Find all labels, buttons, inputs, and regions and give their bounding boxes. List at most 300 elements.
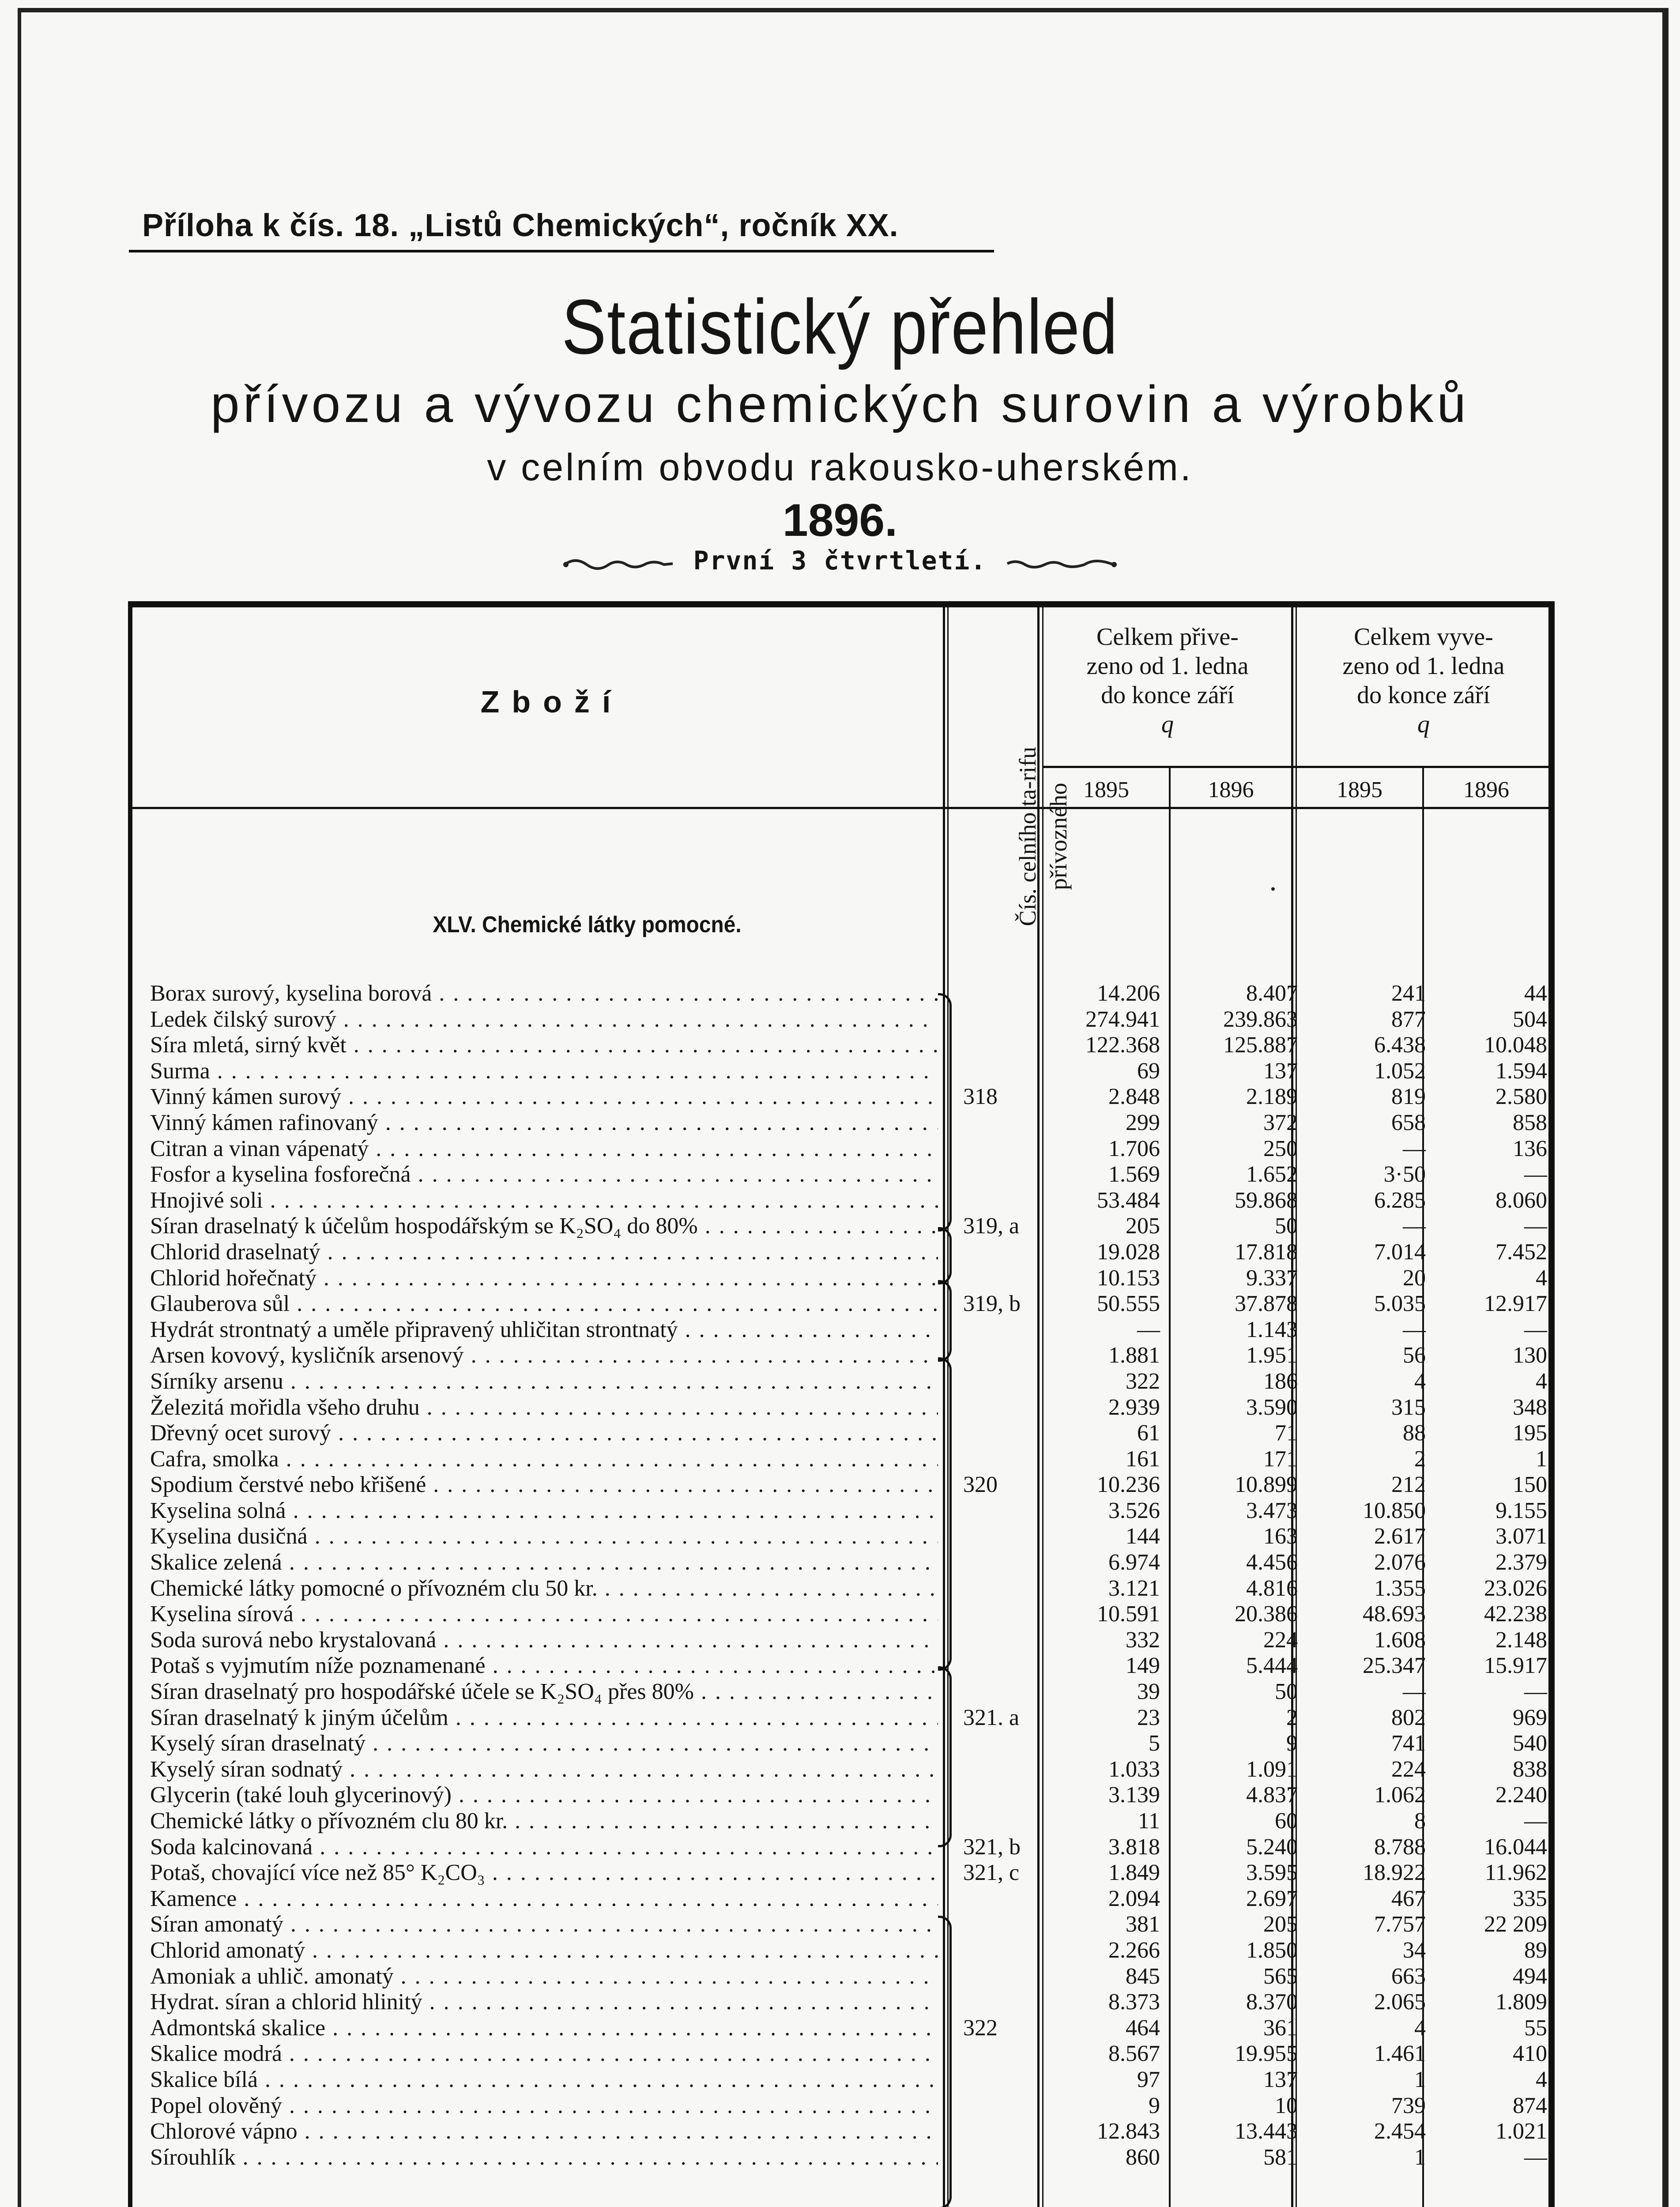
export-1895-value: 819	[1391, 1084, 1426, 1110]
import-1895-value: 2.848	[1108, 1084, 1160, 1110]
table-row	[150, 1576, 1545, 1602]
goods-name: Chlorid amonatý . . .	[150, 1938, 938, 1964]
goods-name: Soda kalcinovaná . . .	[150, 1834, 938, 1861]
table-row	[150, 1860, 1545, 1886]
table-row	[150, 1601, 1545, 1627]
import-1895-value: 5	[1149, 1731, 1160, 1756]
export-1895-value: 1.461	[1374, 2041, 1426, 2067]
export-1896-value: 874	[1513, 2093, 1547, 2118]
goods-name: Síra mletá, sirný květ . . .	[150, 1032, 938, 1058]
goods-name: Železitá mořidla všeho druhu . . .	[150, 1395, 938, 1421]
goods-name: Borax surový, kyselina borová . . .	[150, 981, 938, 1007]
table-left-rule	[128, 601, 132, 2207]
goods-name: Vinný kámen surový . . .	[150, 1084, 938, 1110]
table-row	[150, 1162, 1545, 1188]
goods-name: Kyselý síran draselnatý . . .	[150, 1731, 938, 1757]
import-1895-value: 10.153	[1097, 1265, 1160, 1291]
export-1896-value: 44	[1524, 981, 1547, 1006]
import-1895-value: 97	[1137, 2067, 1160, 2092]
export-1896-value: 150	[1513, 1472, 1547, 1498]
export-1895-value: 241	[1391, 981, 1426, 1006]
goods-column-header: Zboží	[480, 685, 623, 719]
table-row	[150, 981, 1545, 1007]
goods-name: Dřevný ocet surový . . .	[150, 1420, 938, 1446]
export-1895-value: 1.052	[1374, 1058, 1426, 1084]
export-1896-value: 15.917	[1484, 1653, 1547, 1679]
table-row	[150, 1627, 1545, 1653]
import-1896-value: 50	[1275, 1213, 1298, 1239]
import-1896-value: 17.818	[1235, 1239, 1298, 1265]
goods-name: Kamence . . .	[150, 1886, 938, 1912]
import-1896-value: 5.444	[1246, 1653, 1298, 1679]
export-header-line-1: Celkem vyve-	[1354, 623, 1493, 651]
import-1895-value: 381	[1126, 1912, 1160, 1937]
export-1895-value: 2	[1414, 1446, 1426, 1472]
export-1895-value: 56	[1403, 1343, 1426, 1368]
goods-name: Skalice modrá . . .	[150, 2041, 938, 2067]
table-row	[150, 1291, 1545, 1317]
import-year-1895: 1895	[1083, 777, 1129, 802]
goods-name: Síran draselnatý pro hospodářské účele se K₂SO₄ přes 80% . . .	[150, 1679, 938, 1705]
export-column-header	[1300, 622, 1547, 739]
export-1895-value: 1.355	[1374, 1575, 1426, 1601]
goods-name: Skalice bílá . . .	[150, 2067, 938, 2093]
export-1895-value: 1.062	[1374, 1782, 1426, 1808]
export-1895-value: 4	[1414, 2015, 1426, 2041]
export-1895-value: 20	[1403, 1265, 1426, 1291]
export-1895-value: 1	[1414, 2067, 1426, 2092]
export-1896-value: —	[1524, 2144, 1547, 2170]
table-row	[150, 1938, 1545, 1964]
import-1895-value: 61	[1137, 1420, 1160, 1446]
table-row	[150, 1188, 1545, 1214]
export-1895-value: 467	[1391, 1886, 1426, 1911]
export-1895-value: 224	[1391, 1756, 1426, 1782]
import-1896-value: 8.407	[1246, 981, 1298, 1006]
export-1895-value: 663	[1391, 1963, 1426, 1989]
export-1896-value: 136	[1513, 1136, 1547, 1161]
frame-left	[18, 8, 21, 2207]
import-1896-value: 4.456	[1246, 1550, 1298, 1575]
import-1895-value: 9	[1149, 2093, 1160, 2118]
import-year-1896: 1896	[1208, 777, 1254, 802]
table-top-rule	[128, 601, 1555, 607]
table-row	[150, 1084, 1545, 1110]
tariff-column-header: Čís. celního ta-rifu přívozného	[1014, 746, 1072, 926]
import-1895-value: 23	[1137, 1705, 1160, 1730]
goods-name: Hydrát strontnatý a uměle připravený uhličitan strontnatý . . .	[150, 1317, 938, 1343]
export-1895-value: 7.014	[1374, 1239, 1426, 1265]
import-1895-value: 2.266	[1108, 1937, 1160, 1963]
export-1896-value: 504	[1513, 1006, 1547, 1032]
export-1895-value: 10.850	[1363, 1498, 1426, 1523]
goods-name: Hydrat. síran a chlorid hlinitý . . .	[150, 1989, 938, 2015]
export-header-line-2: zeno od 1. ledna	[1342, 652, 1505, 680]
table-row	[150, 1679, 1545, 1705]
import-1896-value: 59.868	[1235, 1187, 1298, 1213]
table-row	[150, 1808, 1545, 1834]
tariff-number: 321, c	[963, 1860, 1020, 1886]
goods-name: Surma . . .	[150, 1058, 938, 1085]
flourish-left-icon	[562, 551, 677, 573]
export-1896-value: 2.148	[1495, 1627, 1547, 1653]
import-1896-value: 4.816	[1246, 1575, 1298, 1601]
goods-name: Sírníky arsenu . . .	[150, 1369, 938, 1395]
import-header-line-2: zeno od 1. ledna	[1086, 652, 1249, 680]
export-1895-value: 7.757	[1374, 1912, 1426, 1937]
table-row	[150, 1834, 1545, 1861]
import-1895-value: 144	[1126, 1524, 1160, 1549]
goods-name: Glauberova sůl . . .	[150, 1291, 938, 1317]
table-row	[150, 1369, 1545, 1395]
import-1896-value: 1.143	[1246, 1317, 1298, 1342]
import-1895-value: 3.139	[1108, 1782, 1160, 1808]
import-1895-value: 464	[1126, 2015, 1160, 2041]
import-1896-value: 372	[1263, 1110, 1298, 1135]
tariff-number: 320	[963, 1472, 998, 1498]
import-1896-value: 20.386	[1235, 1601, 1298, 1627]
export-1895-value: 8.788	[1374, 1834, 1426, 1860]
table-row	[150, 2093, 1545, 2119]
table-row	[150, 1550, 1545, 1576]
import-1895-value: 332	[1126, 1627, 1160, 1653]
export-1896-value: 4	[1536, 1265, 1547, 1291]
goods-name: Cafra, smolka . . .	[150, 1446, 938, 1473]
export-1895-value: 2.454	[1374, 2119, 1426, 2144]
import-1896-value: 250	[1263, 1136, 1298, 1161]
export-1895-value: 212	[1391, 1472, 1426, 1498]
import-1896-value: 19.955	[1235, 2041, 1298, 2067]
export-unit: q	[1417, 711, 1430, 738]
goods-name: Hnojivé soli . . .	[150, 1188, 938, 1214]
table-row	[150, 1757, 1545, 1783]
export-1895-value: 3·50	[1383, 1162, 1426, 1187]
export-1896-value: 4	[1536, 2067, 1547, 2092]
export-1896-value: 858	[1513, 1110, 1547, 1135]
import-1896-value: 171	[1263, 1446, 1298, 1472]
export-1895-value: 2.076	[1374, 1550, 1426, 1575]
export-1895-value: 6.438	[1374, 1032, 1426, 1058]
header-bottom-rule	[128, 807, 1555, 809]
import-1895-value: 1.849	[1108, 1860, 1160, 1886]
import-1896-value: 565	[1263, 1963, 1298, 1989]
goods-name: Chlorid draselnatý . . .	[150, 1239, 938, 1265]
goods-name: Chemické látky pomocné o přívozném clu 50 kr. . . .	[150, 1576, 938, 1602]
table-row	[150, 1136, 1545, 1162]
table-row	[150, 1989, 1545, 2015]
import-1895-value: 3.526	[1108, 1498, 1160, 1523]
table-row	[150, 1912, 1545, 1938]
goods-name: Síran amonatý . . .	[150, 1912, 938, 1938]
import-1896-value: 581	[1263, 2144, 1298, 2170]
import-1895-value: 860	[1126, 2144, 1160, 2170]
export-1895-value: —	[1403, 1679, 1426, 1705]
export-header-line-3: do konce září	[1357, 682, 1490, 709]
period-text: První 3 čtvrtletí.	[693, 546, 987, 576]
export-1896-value: 7.452	[1495, 1239, 1547, 1265]
goods-name: Citran a vinan vápenatý . . .	[150, 1136, 938, 1162]
export-1896-value: —	[1524, 1679, 1547, 1705]
export-1895-value: 315	[1391, 1394, 1426, 1420]
export-1895-value: 4	[1414, 1368, 1426, 1394]
export-1896-value: 1.021	[1495, 2119, 1547, 2144]
import-1895-value: 274.941	[1085, 1006, 1160, 1032]
table-row	[150, 1110, 1545, 1136]
goods-name: Popel olověný . . .	[150, 2093, 938, 2119]
export-1896-value: 3.071	[1495, 1524, 1547, 1549]
export-1896-value: 2.240	[1495, 1782, 1547, 1808]
export-1895-value: —	[1403, 1136, 1426, 1161]
table-row	[150, 1265, 1545, 1292]
goods-name: Sírouhlík . . .	[150, 2145, 938, 2171]
import-1896-value: 3.595	[1246, 1860, 1298, 1886]
export-1896-value: 195	[1513, 1420, 1547, 1446]
import-1896-value: 224	[1263, 1627, 1298, 1653]
export-1896-value: 1.594	[1495, 1058, 1547, 1084]
import-1895-value: 1.706	[1108, 1136, 1160, 1161]
export-1896-value: 22 209	[1484, 1912, 1547, 1937]
table-row	[150, 1032, 1545, 1058]
goods-name: Arsen kovový, kysličník arsenový . . .	[150, 1343, 938, 1369]
export-1895-value: 25.347	[1363, 1653, 1426, 1679]
export-1895-value: 1	[1414, 2144, 1426, 2170]
export-1896-value: 494	[1513, 1963, 1547, 1989]
export-1896-value: 16.044	[1484, 1834, 1547, 1860]
table-right-rule	[1548, 601, 1555, 2207]
import-1895-value: 8.567	[1108, 2041, 1160, 2067]
import-1896-value: 9.337	[1246, 1265, 1298, 1291]
table-row	[150, 1058, 1545, 1085]
import-1895-value: 3.121	[1108, 1575, 1160, 1601]
table-row	[150, 1395, 1545, 1421]
import-1896-value: 60	[1275, 1808, 1298, 1834]
import-header-line-3: do konce září	[1101, 682, 1234, 709]
import-1896-value: 1.652	[1246, 1162, 1298, 1187]
export-1895-value: 6.285	[1374, 1187, 1426, 1213]
import-1896-value: 2.189	[1246, 1084, 1298, 1110]
import-1895-value: 8.373	[1108, 1989, 1160, 2015]
goods-name: Chlorid hořečnatý . . .	[150, 1265, 938, 1292]
import-1895-value: 161	[1126, 1446, 1160, 1472]
export-1896-value: 89	[1524, 1937, 1547, 1963]
table-row	[150, 1886, 1545, 1912]
period-line	[0, 546, 1680, 576]
export-1896-value: 130	[1513, 1343, 1547, 1368]
tariff-number: 319, a	[963, 1213, 1020, 1239]
import-1896-value: 1.091	[1246, 1756, 1298, 1782]
flourish-right-icon	[1003, 551, 1118, 573]
export-1895-value: 1.608	[1374, 1627, 1426, 1653]
goods-name: Síran draselnatý k účelům hospodářským se K₂SO₄ do 80% . . .	[150, 1213, 938, 1239]
import-1895-value: 50.555	[1097, 1291, 1160, 1317]
import-1895-value: 69	[1137, 1058, 1160, 1084]
goods-name: Soda surová nebo krystalovaná . . .	[150, 1627, 938, 1653]
import-1896-value: 3.590	[1246, 1394, 1298, 1420]
import-1895-value: 19.028	[1097, 1239, 1160, 1265]
export-1896-value: 10.048	[1484, 1032, 1547, 1058]
export-1896-value: 1.809	[1495, 1989, 1547, 2015]
table-row	[150, 1964, 1545, 1990]
export-1896-value: 55	[1524, 2015, 1547, 2041]
export-1895-value: 88	[1403, 1420, 1426, 1446]
goods-name: Chemické látky o přívozném clu 80 kr. . . .	[150, 1808, 938, 1834]
import-unit: q	[1161, 711, 1174, 738]
export-1896-value: 2.379	[1495, 1550, 1547, 1575]
import-1895-value: 14.206	[1097, 981, 1160, 1006]
import-1896-value: 8.370	[1246, 1989, 1298, 2015]
export-year-1895: 1895	[1337, 777, 1382, 802]
import-1896-value: 10.899	[1235, 1472, 1298, 1498]
export-1895-value: 8	[1414, 1808, 1426, 1834]
export-1895-value: 5.035	[1374, 1291, 1426, 1317]
table-row	[150, 2119, 1545, 2145]
years-rule	[1043, 766, 1555, 768]
frame-top	[18, 8, 1662, 12]
page-subtitle: přívozu a vývozu chemických surovin a výrobků	[210, 375, 1470, 433]
table-row	[150, 1731, 1545, 1757]
import-1896-value: 5.240	[1246, 1834, 1298, 1860]
import-1895-value: 11	[1138, 1808, 1160, 1834]
import-1896-value: 1.951	[1246, 1343, 1298, 1368]
goods-name: Ledek čilský surový . . .	[150, 1007, 938, 1033]
export-1895-value: 2.065	[1374, 1989, 1426, 2015]
tariff-number: 318	[963, 1084, 998, 1110]
import-1896-value: 37.878	[1235, 1291, 1298, 1317]
goods-name: Skalice zelená . . .	[150, 1550, 938, 1576]
import-1896-value: 1.850	[1246, 1937, 1298, 1963]
import-1896-value: 4.837	[1246, 1782, 1298, 1808]
export-1895-value: 802	[1391, 1705, 1426, 1730]
export-1896-value: 42.238	[1484, 1601, 1547, 1627]
export-1896-value: 969	[1513, 1705, 1547, 1730]
table-row	[150, 2145, 1545, 2171]
export-1895-value: —	[1403, 1317, 1426, 1342]
import-1895-value: 122.368	[1085, 1032, 1160, 1058]
import-1896-value: 50	[1275, 1679, 1298, 1705]
table-row	[150, 1420, 1545, 1446]
export-1896-value: 8.060	[1495, 1187, 1547, 1213]
table-row	[150, 1343, 1545, 1369]
goods-name: Vinný kámen rafinovaný . . .	[150, 1110, 938, 1136]
import-1895-value: 12.843	[1097, 2119, 1160, 2144]
goods-name: Glycerin (také louh glycerinový) . . .	[150, 1782, 938, 1808]
import-column-header	[1046, 622, 1289, 739]
frame-right	[1662, 8, 1669, 2207]
import-1896-value: 137	[1263, 1058, 1298, 1084]
export-1896-value: —	[1524, 1808, 1547, 1834]
goods-name: Síran draselnatý k jiným účelům . . .	[150, 1705, 938, 1731]
table-row	[150, 2067, 1545, 2093]
export-1896-value: 9.155	[1495, 1498, 1547, 1523]
import-1896-value: 10	[1275, 2093, 1298, 2118]
page-subtitle-region: v celním obvodu rakousko-uherském.	[487, 446, 1193, 489]
goods-name: Potaš s vyjmutím níže poznamenané . . .	[150, 1653, 938, 1679]
import-1896-value: 239.863	[1223, 1006, 1298, 1032]
export-1896-value: 348	[1513, 1394, 1547, 1420]
export-1895-value: 48.693	[1363, 1601, 1426, 1627]
export-1896-value: —	[1524, 1213, 1547, 1239]
import-1896-value: 13.443	[1235, 2119, 1298, 2144]
import-1896-value: 137	[1263, 2067, 1298, 2092]
table-row	[150, 1653, 1545, 1679]
table-row	[150, 1472, 1545, 1498]
export-1896-value: 12.917	[1484, 1291, 1547, 1317]
import-1895-value: 1.881	[1108, 1343, 1160, 1368]
goods-name: Fosfor a kyselina fosforečná . . .	[150, 1162, 938, 1188]
import-1895-value: 1.033	[1108, 1756, 1160, 1782]
import-1896-value: 125.887	[1223, 1032, 1298, 1058]
import-1896-value: 2	[1286, 1705, 1298, 1730]
table-row	[150, 1446, 1545, 1473]
goods-name: Amoniak a uhlič. amonatý . . .	[150, 1964, 938, 1990]
supplement-rule	[129, 250, 994, 252]
import-1895-value: 845	[1126, 1963, 1160, 1989]
import-1895-value: 3.818	[1108, 1834, 1160, 1860]
import-1896-value: 3.473	[1246, 1498, 1298, 1523]
import-1895-value: 299	[1126, 1110, 1160, 1135]
export-1896-value: 1	[1536, 1446, 1547, 1472]
goods-name: Kyselina sírová . . .	[150, 1601, 938, 1627]
import-1895-value: 2.939	[1108, 1394, 1160, 1420]
export-1895-value: 739	[1391, 2093, 1426, 2118]
import-1896-value: 163	[1263, 1524, 1298, 1549]
import-1896-value: 186	[1263, 1368, 1298, 1394]
table-row	[150, 1007, 1545, 1033]
import-1896-value: 361	[1263, 2015, 1298, 2041]
export-1896-value: 540	[1513, 1731, 1547, 1756]
export-1896-value: —	[1524, 1317, 1547, 1342]
table-row	[150, 1239, 1545, 1265]
export-1896-value: 410	[1513, 2041, 1547, 2067]
import-1895-value: —	[1137, 1317, 1160, 1342]
table-row	[150, 1317, 1545, 1343]
import-1896-value: 71	[1275, 1420, 1298, 1446]
import-1895-value: 39	[1137, 1679, 1160, 1705]
import-1895-value: 2.094	[1108, 1886, 1160, 1911]
table-row	[150, 2041, 1545, 2067]
goods-name: Chlorové vápno . . .	[150, 2119, 938, 2145]
import-1895-value: 322	[1126, 1368, 1160, 1394]
export-1895-value: 2.617	[1374, 1524, 1426, 1549]
section-heading: XLV. Chemické látky pomocné.	[433, 912, 742, 938]
export-1895-value: 658	[1391, 1110, 1426, 1135]
page-title: Statistický přehled	[561, 284, 1119, 370]
tariff-number: 321. a	[963, 1705, 1020, 1730]
table-row	[150, 1705, 1545, 1731]
goods-name: Potaš, chovající více než 85° K₂CO₃ . . .	[150, 1860, 938, 1886]
import-1896-value: 2.697	[1246, 1886, 1298, 1911]
supplement-line: Příloha k čís. 18. „Listů Chemických“, ročník XX.	[142, 208, 899, 243]
export-1896-value: 838	[1513, 1756, 1547, 1782]
export-1895-value: 34	[1403, 1937, 1426, 1963]
export-1895-value: 18.922	[1363, 1860, 1426, 1886]
export-1896-value: 11.962	[1484, 1860, 1547, 1886]
export-1896-value: 2.580	[1495, 1084, 1547, 1110]
tariff-number: 322	[963, 2015, 998, 2041]
table-row	[150, 1782, 1545, 1808]
page-year: 1896.	[782, 495, 898, 546]
export-1895-value: —	[1403, 1213, 1426, 1239]
table-row	[150, 1213, 1545, 1239]
import-1895-value: 149	[1126, 1653, 1160, 1679]
import-header-line-1: Celkem přive-	[1096, 623, 1239, 651]
goods-name: Kyselina dusičná . . .	[150, 1524, 938, 1550]
goods-name: Kyselý síran sodnatý . . .	[150, 1757, 938, 1783]
export-1895-value: 877	[1391, 1006, 1426, 1032]
import-1896-value: 9	[1286, 1731, 1298, 1756]
export-1895-value: 741	[1391, 1731, 1426, 1756]
goods-name: Spodium čerstvé nebo křišené . . .	[150, 1472, 938, 1498]
